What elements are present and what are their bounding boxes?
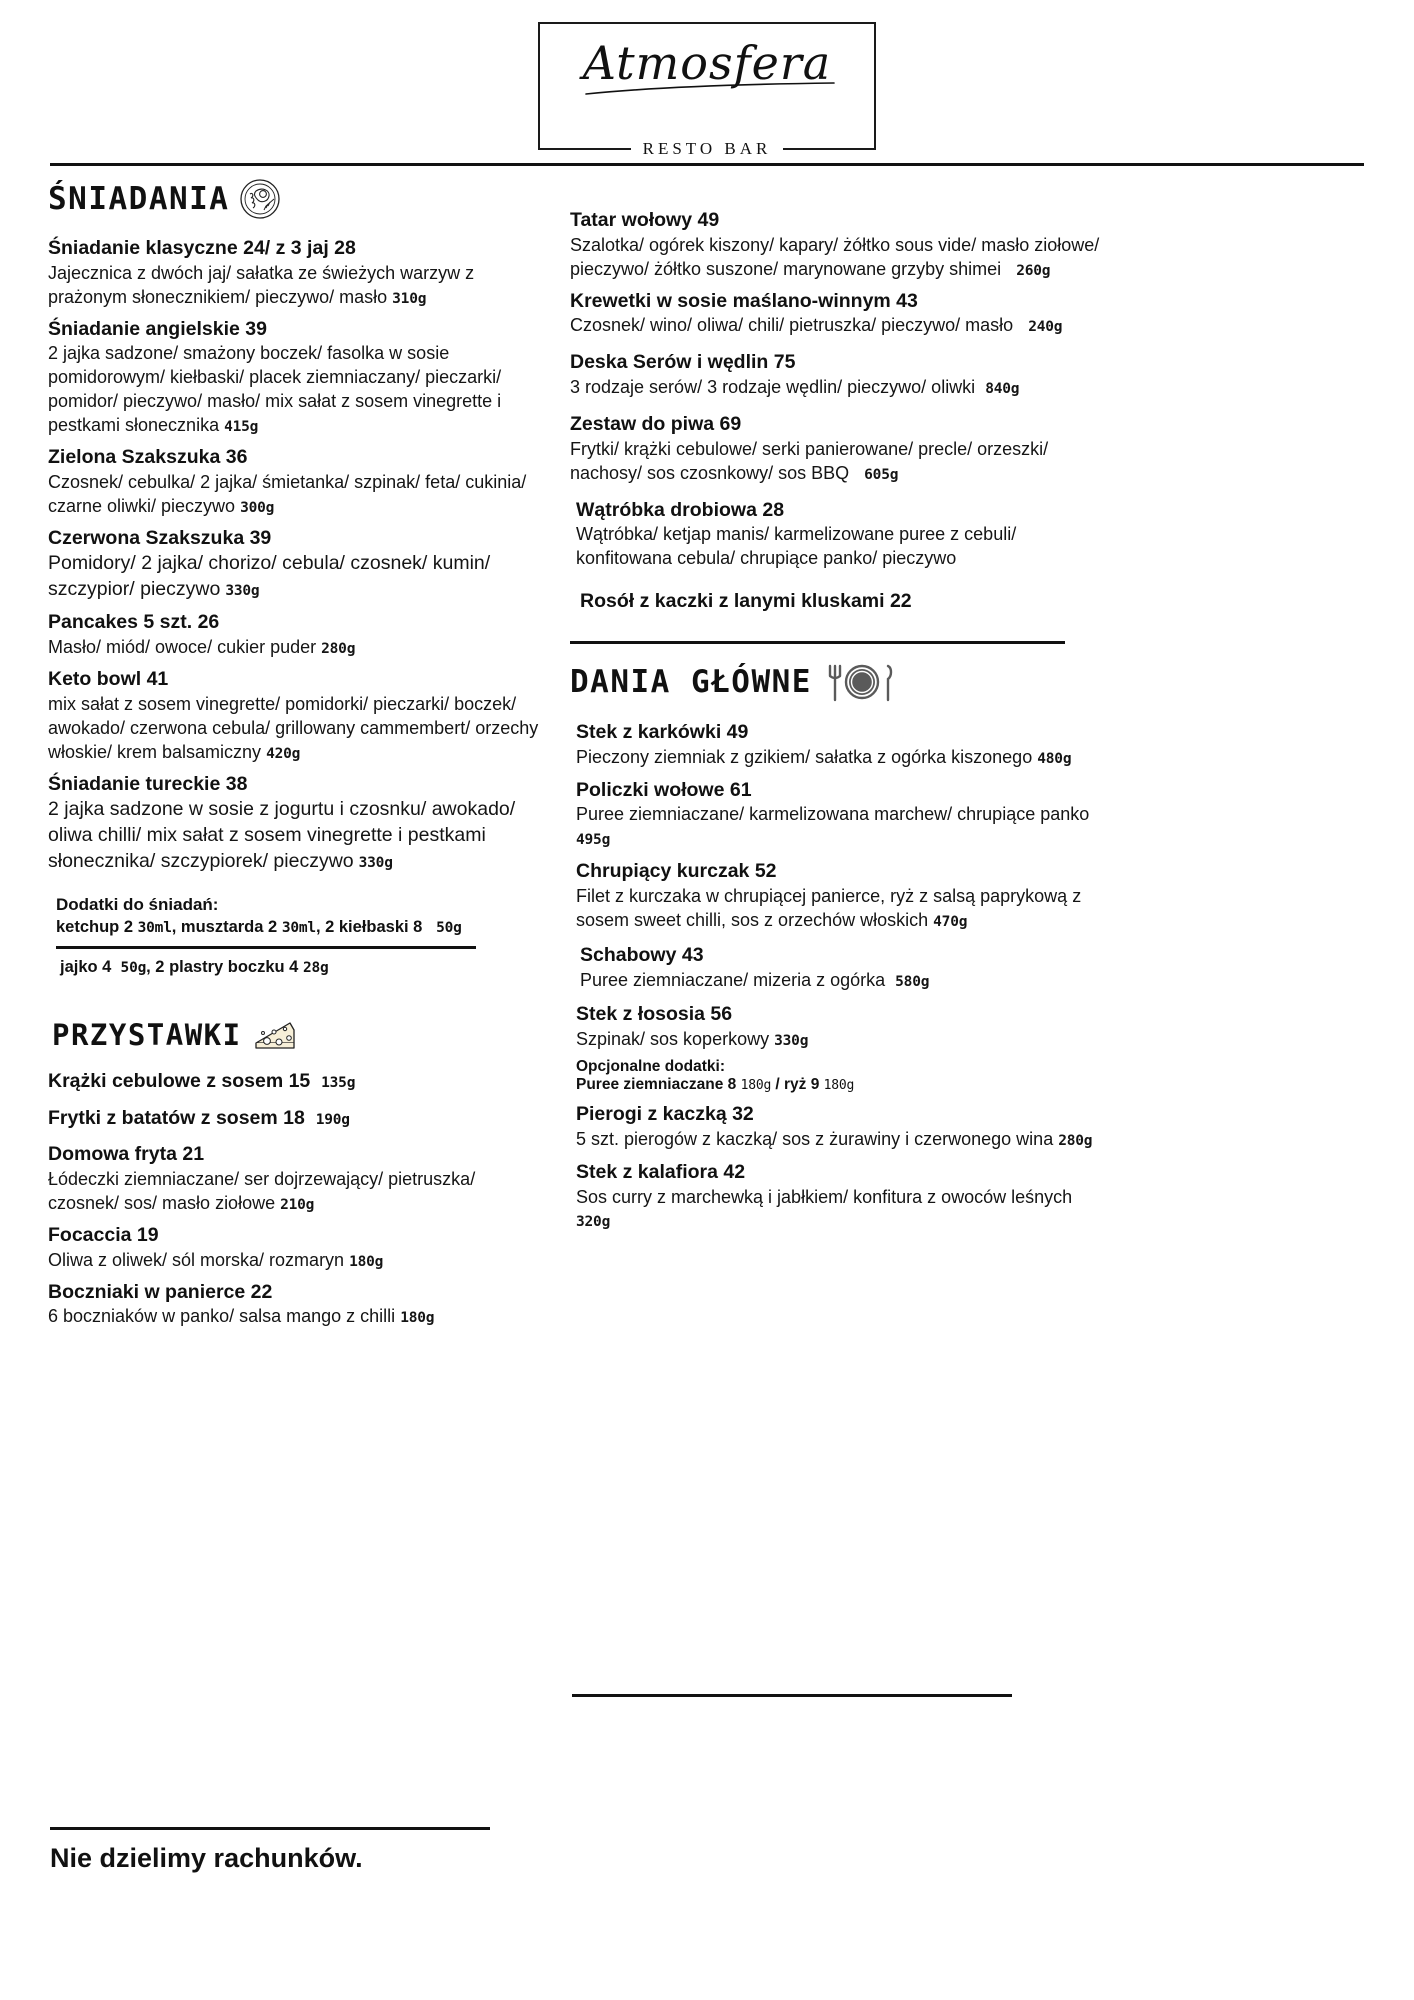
addon-weight: 28g bbox=[302, 960, 329, 976]
item-title: Zielona Szakszuka 36 bbox=[48, 446, 248, 469]
logo-rule-right bbox=[783, 148, 849, 151]
menu-item[interactable] bbox=[48, 236, 548, 310]
menu-item[interactable] bbox=[570, 778, 1110, 852]
addon-name: , 2 kiełbaski 8 bbox=[315, 918, 423, 936]
fork-plate-knife-icon bbox=[822, 660, 898, 704]
menu-item[interactable] bbox=[48, 445, 548, 519]
addon-name: ketchup 2 bbox=[56, 918, 134, 936]
item-weight: 280g bbox=[1058, 1132, 1093, 1149]
menu-item[interactable] bbox=[570, 289, 1110, 339]
item-weight: 210g bbox=[280, 1197, 315, 1214]
item-weight: 580g bbox=[895, 973, 930, 990]
item-weight: 480g bbox=[1037, 750, 1072, 767]
item-title-text: Frytki z batatów z sosem 18 bbox=[48, 1106, 305, 1129]
item-desc-text: Puree ziemniaczane/ karmelizowana marchew/ chrupiące panko bbox=[576, 804, 1090, 825]
menu-item[interactable] bbox=[570, 1160, 1110, 1234]
item-title: Stek z kalafiora 42 bbox=[576, 1160, 746, 1183]
menu-item[interactable] bbox=[570, 720, 1110, 770]
optional-addon-weight: 180g bbox=[740, 1078, 772, 1094]
optional-addon-name: Puree ziemniaczane 8 bbox=[576, 1076, 737, 1094]
item-weight: 300g bbox=[240, 499, 275, 516]
item-description bbox=[576, 746, 1110, 770]
menu-item[interactable] bbox=[48, 1069, 548, 1095]
addons-divider bbox=[56, 946, 476, 949]
item-description bbox=[570, 234, 1110, 282]
left-column bbox=[48, 178, 548, 1336]
addon-name: , 2 plastry boczku 4 bbox=[146, 958, 299, 976]
item-weight: 180g bbox=[349, 1253, 384, 1270]
menu-item[interactable] bbox=[48, 610, 548, 660]
item-description bbox=[576, 803, 1110, 851]
optional-addons-line bbox=[576, 1076, 1110, 1094]
menu-item[interactable] bbox=[48, 1106, 548, 1132]
item-desc-text: Czosnek/ cebulka/ 2 jajka/ śmietanka/ szpinak/ feta/ cukinia/ czarne oliwki/ pieczywo bbox=[48, 471, 527, 516]
menu-item[interactable] bbox=[570, 1102, 1110, 1152]
item-weight: 330g bbox=[225, 583, 260, 600]
item-description bbox=[570, 376, 1110, 400]
item-description bbox=[576, 1028, 1110, 1052]
menu-item[interactable] bbox=[48, 667, 548, 765]
item-desc-text: Pieczony ziemniak z gzikiem/ sałatka z ogórka kiszonego bbox=[576, 746, 1033, 767]
item-weight: 310g bbox=[392, 290, 427, 307]
item-weight: 605g bbox=[864, 466, 899, 483]
item-description: Wątróbka/ ketjap manis/ karmelizowane puree z cebuli/ konfitowana cebula/ chrupiące panko/ pieczywo bbox=[576, 524, 1017, 569]
item-desc-text: Oliwa z oliwek/ sól morska/ rozmaryn bbox=[48, 1249, 345, 1270]
menu-item[interactable] bbox=[48, 317, 548, 438]
item-title: Tatar wołowy 49 bbox=[570, 209, 720, 231]
item-description bbox=[48, 797, 548, 875]
item-description bbox=[48, 693, 548, 765]
section-title-sniadania: ŚNIADANIA bbox=[48, 181, 230, 217]
item-description bbox=[576, 1128, 1110, 1152]
addon-weight: 50g bbox=[436, 920, 462, 936]
menu-item[interactable] bbox=[570, 208, 1110, 282]
logo-header bbox=[0, 0, 1414, 158]
section-heading-dania bbox=[570, 660, 1110, 704]
item-title bbox=[48, 1069, 548, 1095]
item-description bbox=[48, 636, 548, 660]
item-desc-text: Filet z kurczaka w chrupiącej panierce, ryż z salsą paprykową z sosem sweet chilli, sos z orzechów włoskich bbox=[576, 885, 1082, 930]
addon-weight: 50g bbox=[120, 960, 147, 976]
menu-item[interactable] bbox=[48, 526, 548, 604]
logo-box bbox=[538, 22, 876, 158]
right-column-bottom-divider bbox=[572, 1694, 1012, 1697]
item-desc-text: Jajecznica z dwóch jaj/ sałatka ze świeżych warzyw z prażonym słonecznikiem/ pieczywo/ masło bbox=[48, 262, 475, 307]
addon-name: , musztarda 2 bbox=[171, 918, 278, 936]
item-weight: 470g bbox=[933, 913, 968, 930]
logo-subtitle-row bbox=[540, 139, 874, 159]
item-title: Schabowy 43 bbox=[580, 943, 704, 966]
section-heading-sniadania bbox=[48, 178, 548, 220]
item-title: Zestaw do piwa 69 bbox=[570, 412, 742, 435]
item-desc-text: Puree ziemniaczane/ mizeria z ogórka bbox=[580, 969, 886, 990]
addons-line-1 bbox=[56, 918, 548, 937]
item-title: Czerwona Szakszuka 39 bbox=[48, 526, 272, 549]
item-weight: 280g bbox=[321, 641, 356, 658]
item-description bbox=[576, 1186, 1110, 1234]
item-title: Focaccia 19 bbox=[48, 1224, 159, 1247]
item-weight: 135g bbox=[321, 1075, 356, 1091]
item-description bbox=[48, 1305, 548, 1329]
optional-addon-weight: 180g bbox=[823, 1078, 855, 1094]
item-desc-text: mix sałat z sosem vinegrette/ pomidorki/ pieczarki/ boczek/ awokado/ czerwona cebula/ grillowany cammembert/ orzechy włoskie/ krem balsamiczny bbox=[48, 693, 539, 762]
item-title: Pancakes 5 szt. 26 bbox=[48, 611, 220, 634]
logo-subtitle: RESTO BAR bbox=[631, 139, 784, 159]
item-description bbox=[48, 1249, 548, 1273]
item-title: Domowa fryta 21 bbox=[48, 1143, 205, 1166]
item-description bbox=[48, 551, 548, 603]
item-weight: 180g bbox=[400, 1310, 435, 1327]
menu-item[interactable] bbox=[570, 859, 1110, 933]
item-title: Keto bowl 41 bbox=[48, 667, 169, 690]
addon-weight: 30ml bbox=[137, 920, 172, 936]
item-description bbox=[570, 314, 1110, 338]
optional-addons-heading: Opcjonalne dodatki: bbox=[576, 1058, 725, 1076]
item-desc-text: 6 boczniaków w panko/ salsa mango z chilli bbox=[48, 1306, 396, 1327]
item-title: Chrupiący kurczak 52 bbox=[576, 860, 777, 883]
item-description bbox=[48, 1168, 548, 1216]
menu-item[interactable] bbox=[570, 498, 1110, 572]
item-title: Śniadanie tureckie 38 bbox=[48, 772, 248, 795]
item-title: Krewetki w sosie maślano-winnym 43 bbox=[570, 289, 918, 312]
footer-note: Nie dzielimy rachunków. bbox=[50, 1843, 363, 1873]
item-title: Rosół z kaczki z lanymi kluskami 22 bbox=[580, 590, 912, 613]
item-title bbox=[48, 1106, 548, 1132]
item-title: Pierogi z kaczką 32 bbox=[576, 1103, 754, 1126]
item-weight: 330g bbox=[358, 855, 393, 872]
item-weight: 260g bbox=[1016, 262, 1051, 279]
menu-item[interactable] bbox=[48, 1142, 548, 1216]
menu-item[interactable] bbox=[570, 412, 1110, 486]
item-weight: 320g bbox=[576, 1214, 611, 1231]
addons-line-2 bbox=[56, 958, 548, 977]
item-desc-text: Łódeczki ziemniaczane/ ser dojrzewający/ pietruszka/ czosnek/ sos/ masło ziołowe bbox=[48, 1169, 476, 1214]
addon-weight: 30ml bbox=[281, 920, 316, 936]
item-title: Śniadanie angielskie 39 bbox=[48, 317, 267, 340]
item-title: Policzki wołowe 61 bbox=[576, 778, 752, 801]
breakfast-addons bbox=[48, 895, 548, 977]
menu-item[interactable] bbox=[570, 943, 1110, 993]
item-desc-text: Masło/ miód/ owoce/ cukier puder bbox=[48, 637, 317, 658]
menu-item[interactable] bbox=[570, 350, 1110, 400]
item-description bbox=[580, 969, 1110, 993]
item-weight: 420g bbox=[266, 745, 301, 762]
item-weight: 840g bbox=[985, 381, 1020, 398]
item-weight: 240g bbox=[1028, 319, 1063, 336]
logo-wordmark: Atmosfera bbox=[582, 36, 832, 90]
menu-item[interactable] bbox=[570, 589, 1110, 615]
item-description bbox=[48, 471, 548, 519]
item-desc-text: 2 jajka sadzone/ smażony boczek/ fasolka w sosie pomidorowym/ kiełbaski/ placek ziemniaczany/ pieczarki/ pomidor/ pieczywo/ masło/ mix sałat z sosem vinegrette i pestkami słonecznika bbox=[48, 343, 502, 436]
optional-addon-name: / ryż 9 bbox=[775, 1076, 820, 1094]
footer-divider bbox=[50, 1827, 490, 1830]
item-desc-text: 2 jajka sadzone w sosie z jogurtu i czosnku/ awokado/ oliwa chilli/ mix sałat z sosem vinegrette i pestkami słonecznika/ szczypiorek/ pieczywo bbox=[48, 798, 516, 873]
item-desc-text: 3 rodzaje serów/ 3 rodzaje wędlin/ pieczywo/ oliwki bbox=[570, 377, 976, 398]
right-column bbox=[570, 208, 1110, 1240]
item-description bbox=[576, 885, 1110, 933]
item-description bbox=[48, 342, 548, 438]
header-divider bbox=[50, 163, 1364, 166]
item-desc-text: Frytki/ krążki cebulowe/ serki panierowane/ precle/ orzeszki/ nachosy/ sos czosnkowy/ sos BBQ bbox=[570, 438, 1049, 483]
item-desc-text: Szpinak/ sos koperkowy bbox=[576, 1029, 770, 1050]
item-title: Wątróbka drobiowa 28 bbox=[576, 498, 785, 521]
cheese-wedge-icon bbox=[252, 1017, 298, 1053]
section-divider-dania bbox=[570, 641, 1065, 644]
section-heading-przystawki bbox=[52, 1017, 548, 1053]
item-weight: 190g bbox=[315, 1111, 350, 1128]
section-title-przystawki: PRZYSTAWKI bbox=[52, 1018, 242, 1052]
menu-item[interactable] bbox=[48, 1280, 548, 1330]
item-title: Stek z karkówki 49 bbox=[576, 720, 749, 743]
section-title-dania: DANIA GŁÓWNE bbox=[570, 663, 812, 700]
logo-rule-left bbox=[565, 148, 631, 151]
item-title: Stek z łososia 56 bbox=[576, 1003, 733, 1026]
item-weight: 330g bbox=[774, 1033, 809, 1050]
addon-name: jajko 4 bbox=[60, 958, 112, 976]
menu-item[interactable] bbox=[48, 772, 548, 876]
item-weight: 495g bbox=[576, 832, 611, 849]
fried-egg-bacon-plate-icon bbox=[239, 178, 281, 220]
item-weight: 415g bbox=[224, 419, 259, 436]
menu-item[interactable] bbox=[570, 1002, 1110, 1094]
item-desc-text: Czosnek/ wino/ oliwa/ chili/ pietruszka/ pieczywo/ masło bbox=[570, 315, 1014, 336]
item-desc-text: Pomidory/ 2 jajka/ chorizo/ cebula/ czosnek/ kumin/ szczypior/ pieczywo bbox=[48, 552, 491, 601]
item-desc-text: Sos curry z marchewką i jabłkiem/ konfitura z owoców leśnych bbox=[576, 1186, 1073, 1207]
item-desc-text: 5 szt. pierogów z kaczką/ sos z żurawiny i czerwonego wina bbox=[576, 1128, 1054, 1149]
menu-item[interactable] bbox=[48, 1223, 548, 1273]
item-title: Deska Serów i wędlin 75 bbox=[570, 351, 796, 374]
item-title: Śniadanie klasyczne 24/ z 3 jaj 28 bbox=[48, 237, 356, 259]
addons-heading: Dodatki do śniadań: bbox=[56, 895, 219, 914]
item-title: Boczniaki w panierce 22 bbox=[48, 1280, 273, 1303]
optional-addons bbox=[576, 1058, 1110, 1094]
item-desc-text: Szalotka/ ogórek kiszony/ kapary/ żółtko sous vide/ masło ziołowe/ pieczywo/ żółtko suszone/ marynowane grzyby shimei bbox=[570, 234, 1100, 279]
item-description bbox=[570, 438, 1110, 486]
item-title-text: Krążki cebulowe z sosem 15 bbox=[48, 1070, 311, 1092]
item-description bbox=[48, 262, 548, 310]
